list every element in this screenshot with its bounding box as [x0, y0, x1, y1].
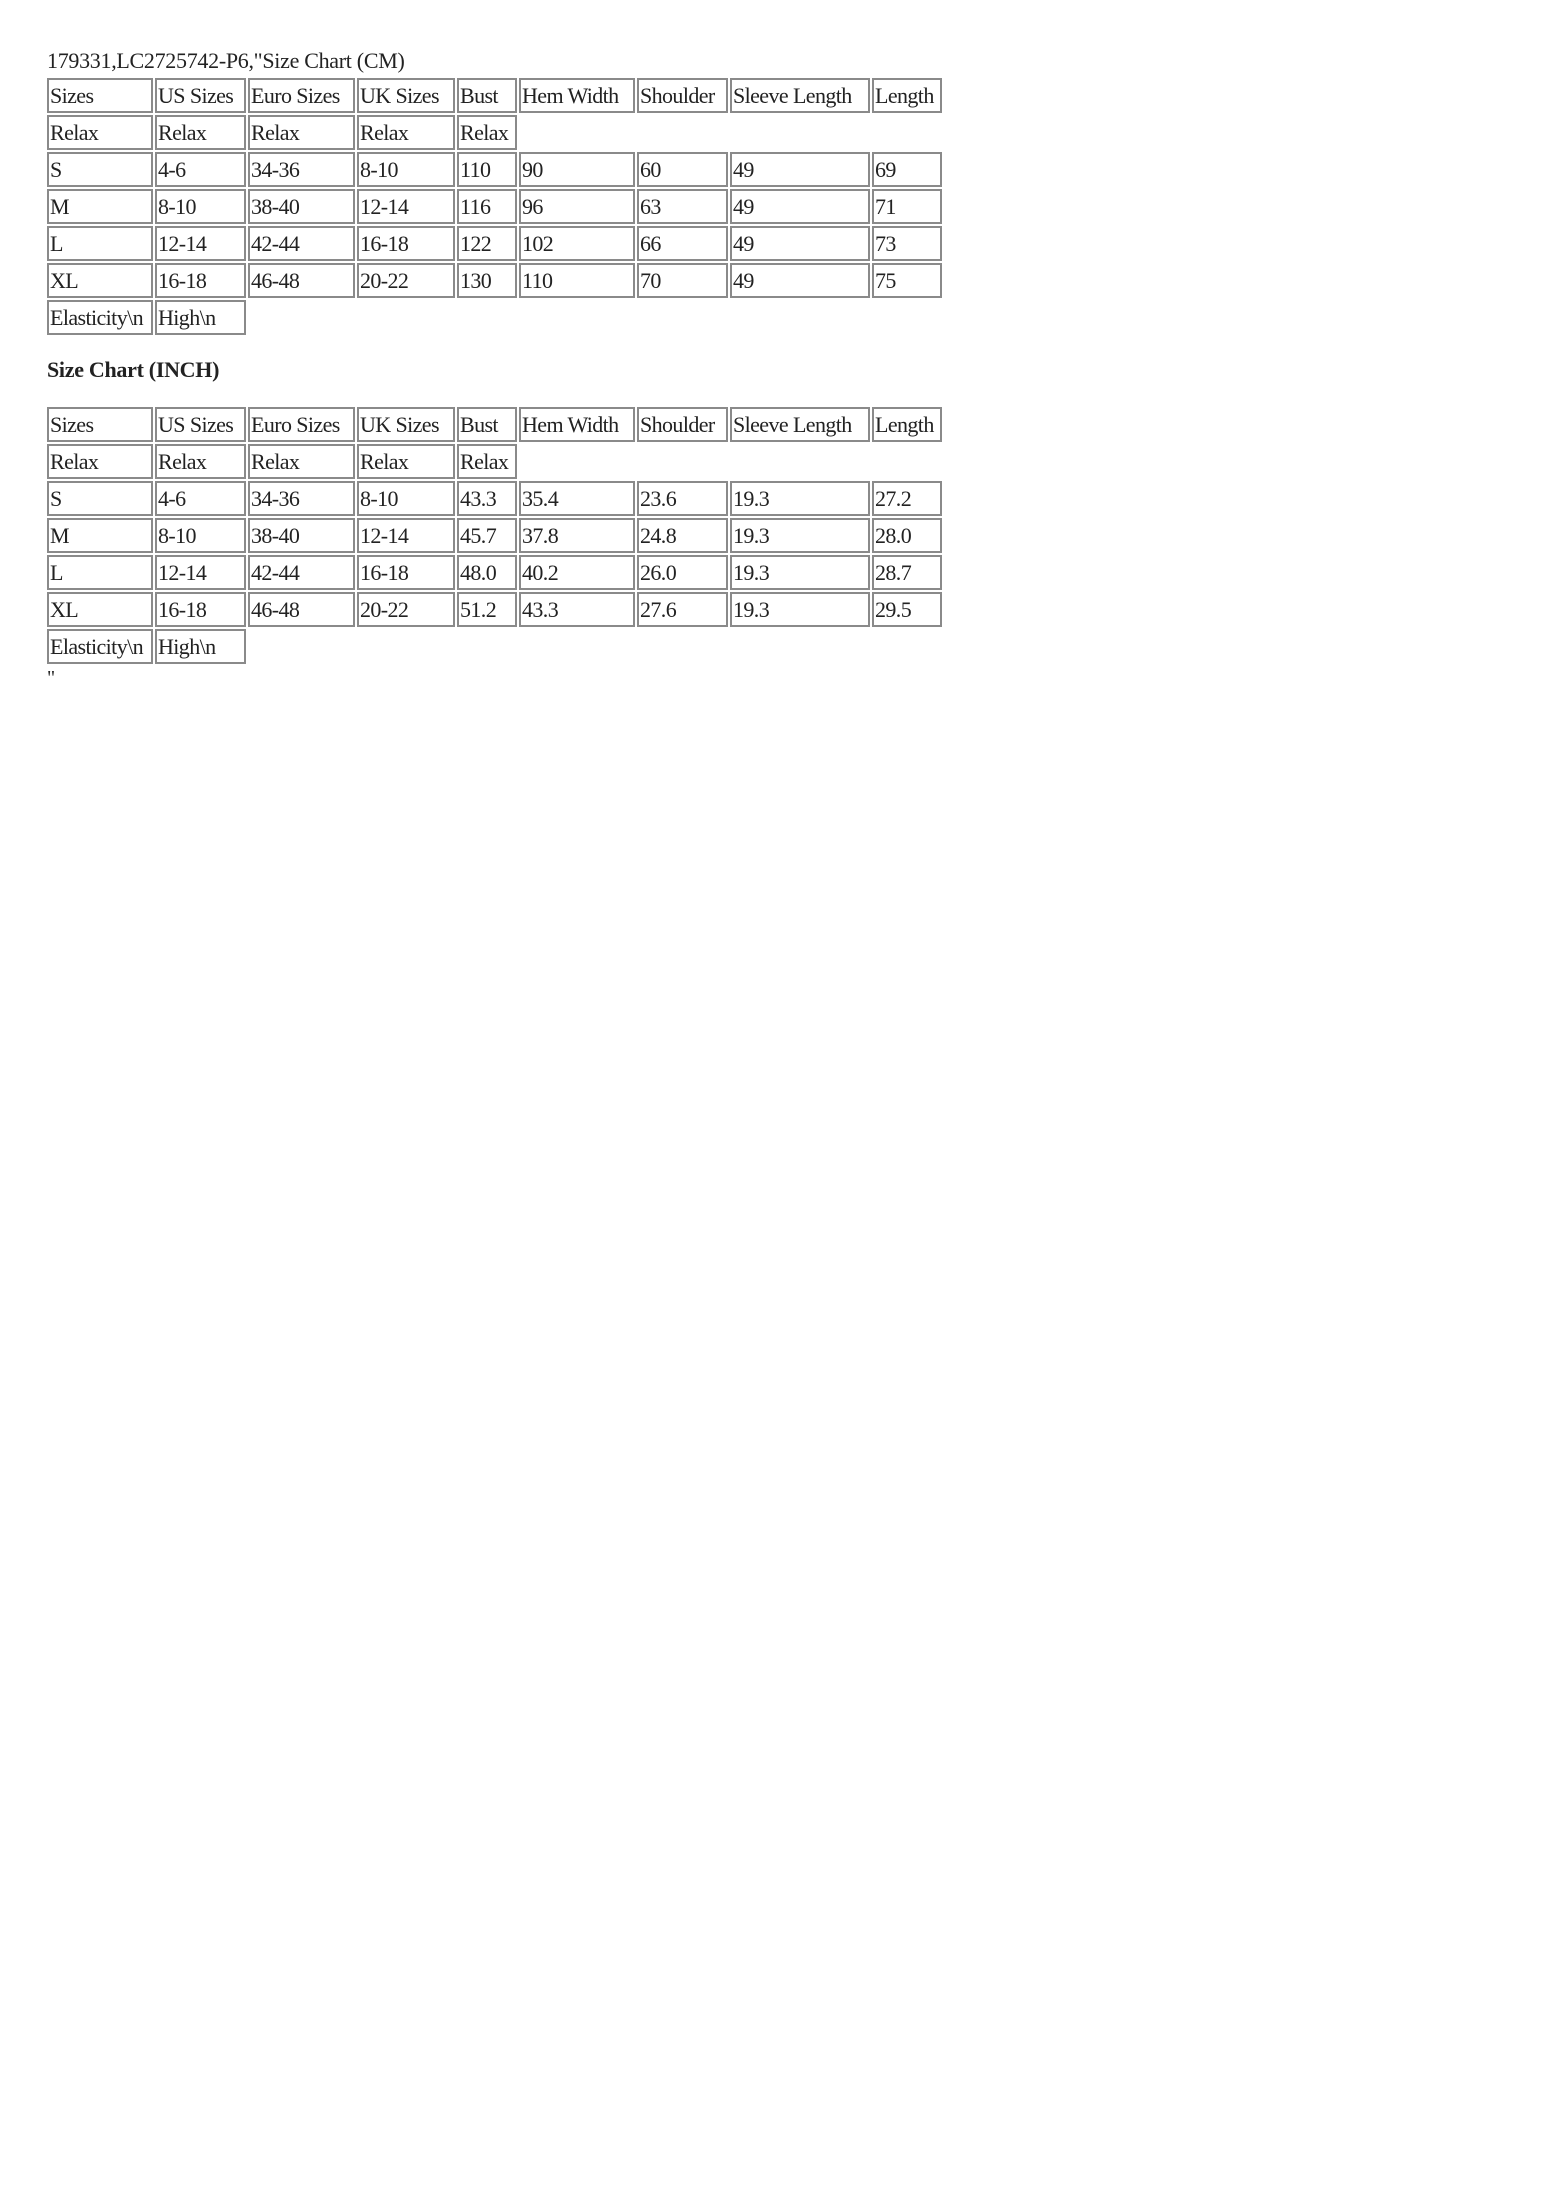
table-cell: M	[47, 189, 153, 224]
header-cell: US Sizes	[155, 78, 246, 113]
table-header-row	[47, 78, 942, 113]
elasticity-value-cell: High\n	[155, 629, 246, 664]
table-row	[47, 555, 942, 590]
table-cell: 42-44	[248, 226, 355, 261]
fit-cell: Relax	[357, 444, 455, 479]
table-cell: 63	[637, 189, 728, 224]
table-cell: 130	[457, 263, 517, 298]
fit-row	[47, 115, 942, 150]
table-cell: 110	[519, 263, 635, 298]
table-cell: 73	[872, 226, 942, 261]
elasticity-label-cell: Elasticity\n	[47, 629, 153, 664]
table-cell: 46-48	[248, 263, 355, 298]
table-cell: 102	[519, 226, 635, 261]
header-cell: Sizes	[47, 78, 153, 113]
fit-cell: Relax	[357, 115, 455, 150]
table-cell: 19.3	[730, 518, 870, 553]
table-row	[47, 152, 942, 187]
table-cell: 35.4	[519, 481, 635, 516]
header-cell: Bust	[457, 407, 517, 442]
table-cell: 43.3	[519, 592, 635, 627]
table-cell: 71	[872, 189, 942, 224]
table-cell: 8-10	[155, 518, 246, 553]
header-cell: UK Sizes	[357, 78, 455, 113]
table-cell: 34-36	[248, 152, 355, 187]
elasticity-row	[47, 300, 942, 335]
table-cell: 46-48	[248, 592, 355, 627]
table-cell: 28.7	[872, 555, 942, 590]
header-cell: Sleeve Length	[730, 407, 870, 442]
header-cell: Euro Sizes	[248, 78, 355, 113]
table-cell: 12-14	[155, 555, 246, 590]
table-cell: 4-6	[155, 152, 246, 187]
trailing-quote: "	[47, 667, 56, 689]
table-cell: 51.2	[457, 592, 517, 627]
fit-cell: Relax	[155, 115, 246, 150]
table-cell: 45.7	[457, 518, 517, 553]
table-cell: M	[47, 518, 153, 553]
table-cell: 24.8	[637, 518, 728, 553]
table-cell: 90	[519, 152, 635, 187]
table-row	[47, 189, 942, 224]
table-cell: 8-10	[357, 152, 455, 187]
table-cell: 49	[730, 189, 870, 224]
table-cell: 38-40	[248, 189, 355, 224]
header-cell: Hem Width	[519, 78, 635, 113]
table-cell: 60	[637, 152, 728, 187]
table-cell: 49	[730, 263, 870, 298]
header-cell: UK Sizes	[357, 407, 455, 442]
table-cell: 27.6	[637, 592, 728, 627]
table-cell: 8-10	[155, 189, 246, 224]
size-chart-cm-table	[45, 76, 944, 337]
header-cell: Hem Width	[519, 407, 635, 442]
table-cell: S	[47, 152, 153, 187]
fit-cell: Relax	[457, 444, 517, 479]
table-cell: 16-18	[357, 555, 455, 590]
table-cell: 75	[872, 263, 942, 298]
table-cell: 69	[872, 152, 942, 187]
table-header-row	[47, 407, 942, 442]
header-cell: Shoulder	[637, 78, 728, 113]
header-cell: Euro Sizes	[248, 407, 355, 442]
fit-cell: Relax	[457, 115, 517, 150]
table-cell: 8-10	[357, 481, 455, 516]
table-cell: 28.0	[872, 518, 942, 553]
table-cell: 96	[519, 189, 635, 224]
table-cell: 16-18	[155, 263, 246, 298]
inch-heading: Size Chart (INCH)	[47, 357, 220, 382]
table-cell: 49	[730, 152, 870, 187]
table-cell: 12-14	[357, 518, 455, 553]
table-cell: 40.2	[519, 555, 635, 590]
elasticity-label-cell: Elasticity\n	[47, 300, 153, 335]
table-row	[47, 592, 942, 627]
table-cell: 42-44	[248, 555, 355, 590]
elasticity-value-cell: High\n	[155, 300, 246, 335]
header-cell: US Sizes	[155, 407, 246, 442]
table-cell: 38-40	[248, 518, 355, 553]
header-cell: Sleeve Length	[730, 78, 870, 113]
table-cell: 16-18	[155, 592, 246, 627]
document-page	[47, 48, 944, 688]
table-cell: 23.6	[637, 481, 728, 516]
table-cell: 16-18	[357, 226, 455, 261]
fit-cell: Relax	[248, 444, 355, 479]
table-cell: 12-14	[155, 226, 246, 261]
table-cell: 34-36	[248, 481, 355, 516]
table-cell: 37.8	[519, 518, 635, 553]
table-cell: 19.3	[730, 592, 870, 627]
fit-row	[47, 444, 942, 479]
header-cell: Bust	[457, 78, 517, 113]
table-cell: 116	[457, 189, 517, 224]
table-cell: XL	[47, 263, 153, 298]
table-row	[47, 518, 942, 553]
header-cell: Length	[872, 78, 942, 113]
table-cell: 4-6	[155, 481, 246, 516]
elasticity-row	[47, 629, 942, 664]
table-cell: 110	[457, 152, 517, 187]
table-row	[47, 226, 942, 261]
table-cell: 20-22	[357, 263, 455, 298]
table-cell: 122	[457, 226, 517, 261]
size-chart-inch-table	[45, 405, 944, 666]
table-cell: XL	[47, 592, 153, 627]
header-cell: Shoulder	[637, 407, 728, 442]
table-cell: 48.0	[457, 555, 517, 590]
table-cell: 27.2	[872, 481, 942, 516]
table-cell: 12-14	[357, 189, 455, 224]
table-cell: 70	[637, 263, 728, 298]
document-title: 179331,LC2725742-P6,"Size Chart (CM)	[47, 48, 405, 73]
table-cell: 29.5	[872, 592, 942, 627]
table-cell: L	[47, 226, 153, 261]
table-cell: 43.3	[457, 481, 517, 516]
table-cell: L	[47, 555, 153, 590]
table-cell: 19.3	[730, 481, 870, 516]
header-cell: Length	[872, 407, 942, 442]
fit-cell: Relax	[155, 444, 246, 479]
table-cell: 66	[637, 226, 728, 261]
header-cell: Sizes	[47, 407, 153, 442]
table-cell: 49	[730, 226, 870, 261]
table-cell: 26.0	[637, 555, 728, 590]
fit-cell: Relax	[248, 115, 355, 150]
table-row	[47, 263, 942, 298]
fit-cell: Relax	[47, 115, 153, 150]
table-cell: 20-22	[357, 592, 455, 627]
table-row	[47, 481, 942, 516]
fit-cell: Relax	[47, 444, 153, 479]
table-cell: 19.3	[730, 555, 870, 590]
table-cell: S	[47, 481, 153, 516]
